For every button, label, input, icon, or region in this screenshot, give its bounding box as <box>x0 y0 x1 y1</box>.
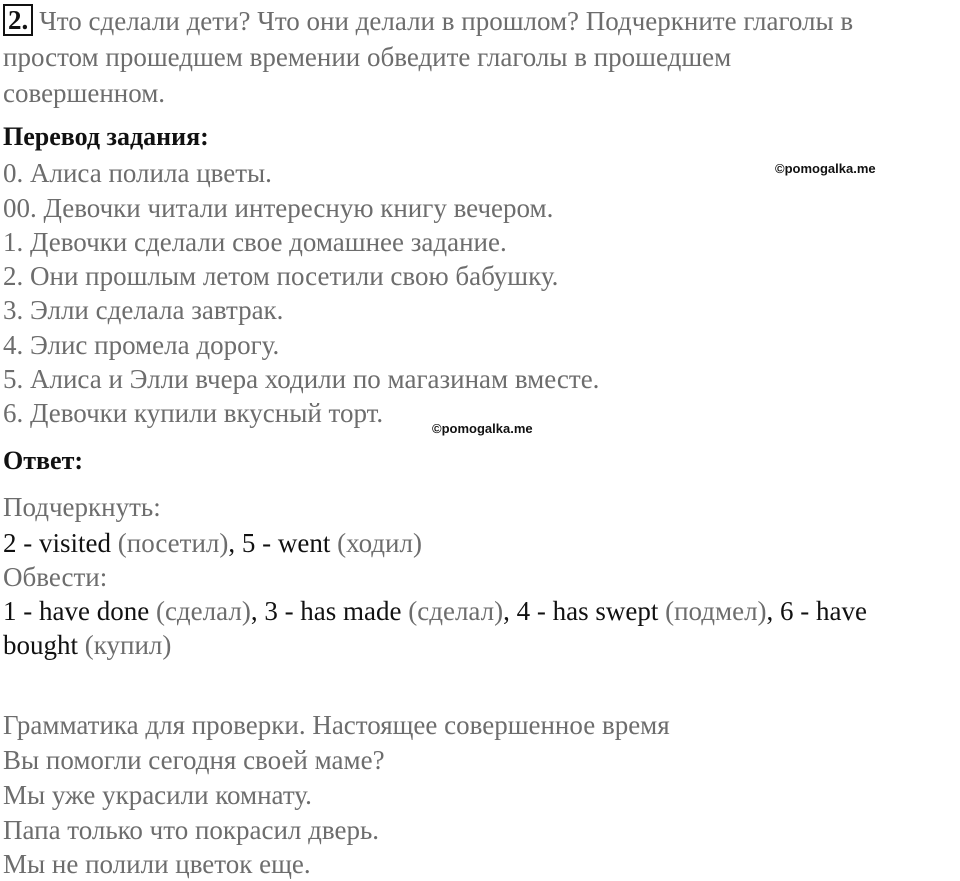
answer-translation: (посетил) <box>117 528 229 558</box>
circle-label: Обвести: <box>3 562 108 592</box>
answer-verb: 1 - have done <box>3 596 150 626</box>
translation-item: 5. Алиса и Элли вчера ходили по магазинам вместе. <box>3 364 600 394</box>
answer-verb: 3 - has made <box>264 596 402 626</box>
separator: , <box>250 596 258 626</box>
separator: , <box>503 596 510 626</box>
watermark: ©pomogalka.me <box>432 421 533 436</box>
answer-verb: 4 - has swept <box>516 596 659 626</box>
circle-items-line-1 <box>3 594 867 628</box>
separator: , <box>228 528 236 558</box>
answer-translation: (сделал) <box>155 596 251 626</box>
answer-verb: 2 - visited <box>3 528 111 558</box>
answer-verb: 5 - went <box>241 528 331 558</box>
task-number: 2. <box>3 4 33 36</box>
translation-item: 3. Элли сделала завтрак. <box>3 295 284 325</box>
task-line-3: совершенном. <box>3 78 166 108</box>
answer-translation: (подмел) <box>665 596 767 626</box>
answer-translation: (сделал) <box>408 596 504 626</box>
translation-item: 0. Алиса полила цветы. <box>3 158 272 188</box>
answer-verb: bought <box>3 630 79 660</box>
task-line-1 <box>3 4 853 38</box>
grammar-line: Вы помогли сегодня своей маме? <box>3 745 385 775</box>
grammar-line: Мы уже украсили комнату. <box>3 780 312 810</box>
watermark: ©pomogalka.me <box>775 161 876 176</box>
answer-heading: Ответ: <box>3 446 84 475</box>
task-text-1: Что сделали дети? Что они делали в прошлом? Подчеркните глаголы в <box>39 6 854 36</box>
translation-heading: Перевод задания: <box>3 122 209 151</box>
underline-items <box>3 526 422 560</box>
grammar-line: Мы не полили цветок еще. <box>3 849 311 879</box>
task-line-2: простом прошедшем времении обведите глаголы в прошедшем <box>3 42 732 72</box>
translation-item: 2. Они прошлым летом посетили свою бабушку. <box>3 261 559 291</box>
separator: , <box>766 596 774 626</box>
grammar-heading: Грамматика для проверки. Настоящее совершенное время <box>3 710 670 740</box>
underline-label: Подчеркнуть: <box>3 492 161 522</box>
translation-item: 00. Девочки читали интересную книгу вечером. <box>3 193 554 223</box>
translation-item: 6. Девочки купили вкусный торт. <box>3 398 384 428</box>
circle-items-line-2 <box>3 628 171 662</box>
translation-item: 4. Элис промела дорогу. <box>3 330 280 360</box>
translation-item: 1. Девочки сделали свое домашнее задание. <box>3 227 507 257</box>
grammar-line: Папа только что покрасил дверь. <box>3 815 380 845</box>
answer-translation: (ходил) <box>337 528 422 558</box>
answer-verb: 6 - have <box>780 596 868 626</box>
answer-translation: (купил) <box>84 630 172 660</box>
